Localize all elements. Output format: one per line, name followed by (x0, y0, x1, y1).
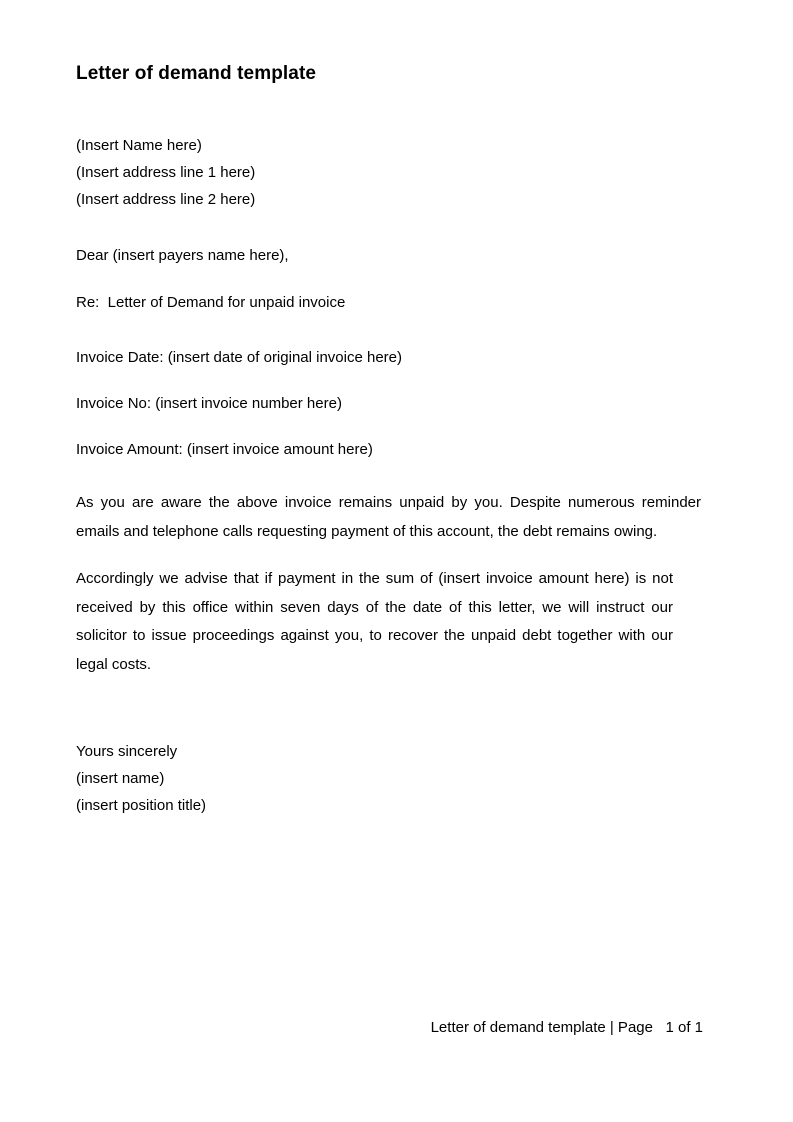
closing-name: (insert name) (76, 770, 165, 788)
invoice-amount-line: Invoice Amount: (insert invoice amount here) (76, 441, 373, 458)
salutation-line: Dear (insert payers name here), (76, 247, 289, 264)
subject-line: Re: Letter of Demand for unpaid invoice (76, 294, 346, 311)
body-paragraph-1: As you are aware the above invoice remains unpaid by you. Despite numerous reminder emails and telephone calls requesting payment of this account, the debt remains owing. (76, 494, 701, 540)
invoice-number-block (76, 390, 342, 417)
addressee-address-line-2: (Insert address line 2 here) (76, 191, 256, 209)
page-footer: Letter of demand template | Page 1 of 1 (430, 1019, 703, 1036)
closing-block (76, 738, 206, 820)
addressee-name-line: (Insert Name here) (76, 137, 202, 154)
page-title: Letter of demand template (76, 63, 317, 84)
invoice-number-line: Invoice No: (insert invoice number here) (76, 395, 342, 412)
salutation-block (76, 242, 289, 269)
closing-position-title: (insert position title) (76, 797, 207, 815)
addressee-address-line-1: (Insert address line 1 here) (76, 164, 256, 182)
subject-block (76, 289, 345, 316)
closing-valediction: Yours sincerely (76, 743, 178, 760)
invoice-date-line: Invoice Date: (insert date of original invoice here) (76, 349, 403, 366)
body-paragraph-2: Accordingly we advise that if payment in the sum of (insert invoice amount here) is not received by this office within seven days of the date of this letter, we will instruct our solicitor to issue proceedings against you, to recover the unpaid debt together with our legal costs. (76, 570, 673, 673)
addressee-block (76, 132, 255, 214)
invoice-date-block (76, 344, 402, 371)
invoice-amount-block (76, 436, 373, 463)
